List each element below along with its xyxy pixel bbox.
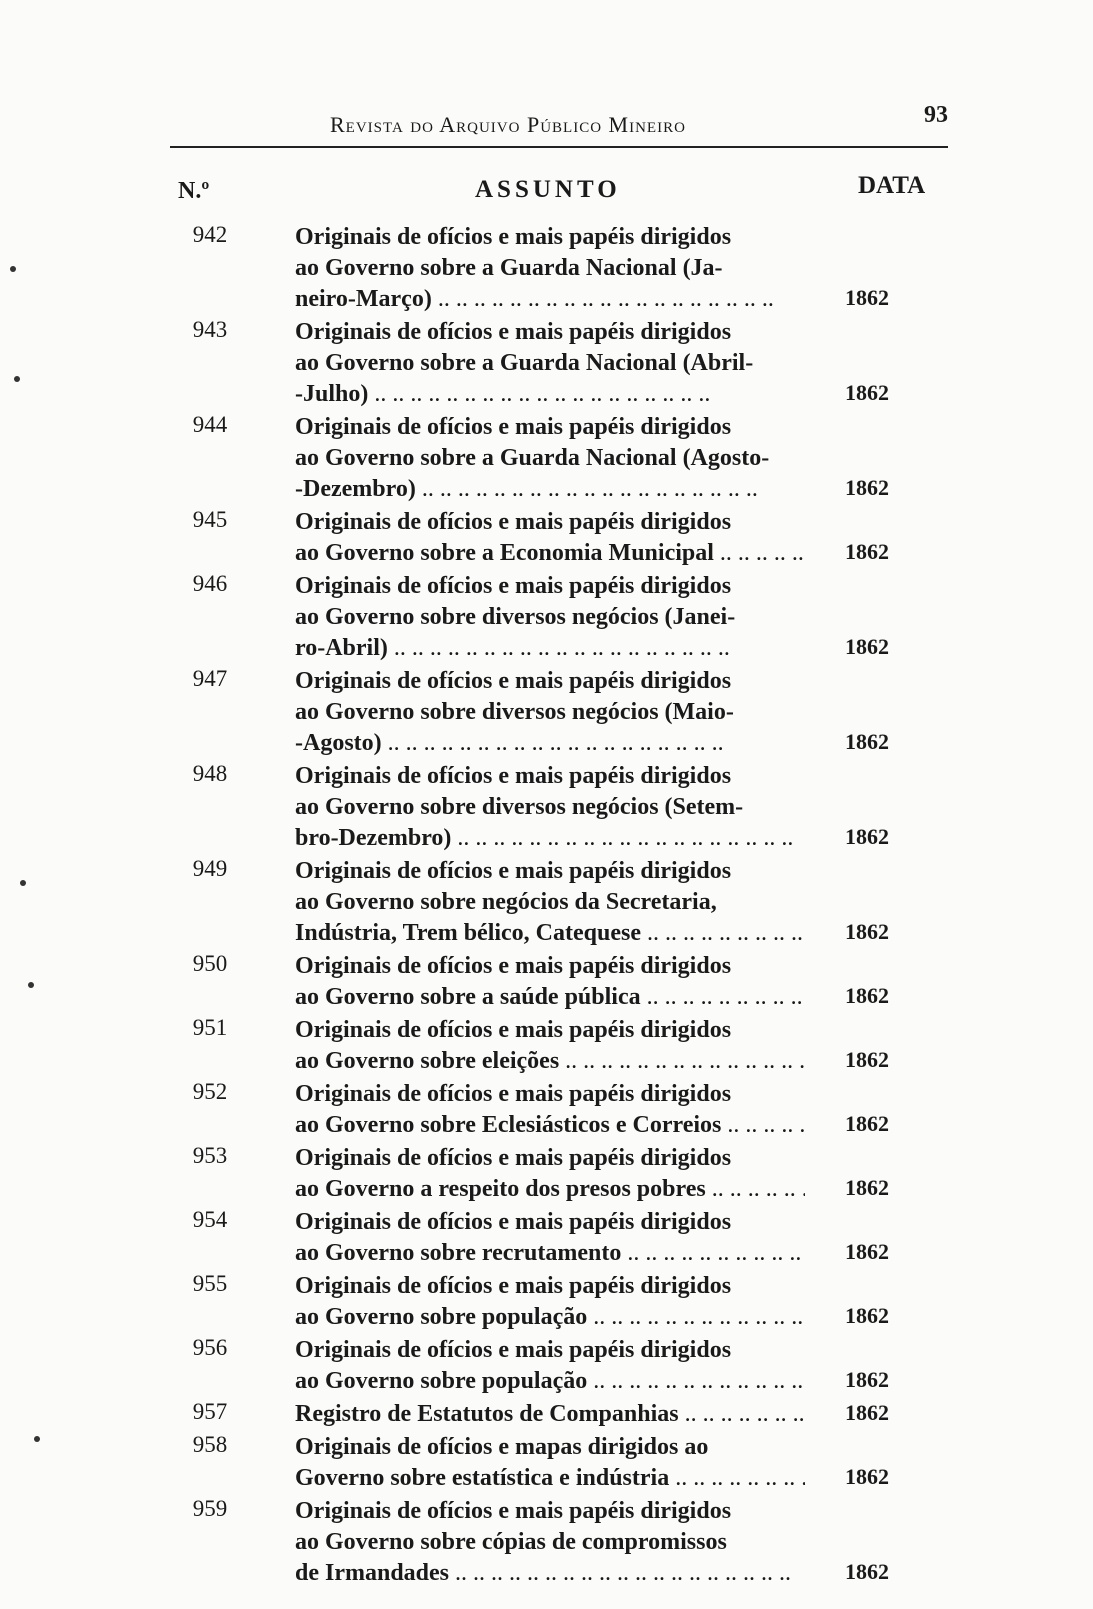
entry-subject-line: Registro de Estatutos de Companhias .. .. [295,1399,805,1430]
entry-number: 956 [192,1335,228,1360]
list-item [180,1399,940,1430]
entry-number: 944 [192,412,228,437]
entry-subject [295,222,805,315]
entry-number: 948 [192,761,228,786]
scan-speck [14,376,20,382]
entry-number: 957 [192,1399,228,1424]
list-item [180,1079,940,1141]
date-column-header: DATA [858,172,926,199]
entry-subject [295,1432,805,1494]
list-item [180,1143,940,1205]
entry-date: 1862 [845,919,889,944]
entry-subject-line: -Dezembro) .. .. [295,474,805,505]
entry-subject-line: Originais de ofícios e mapas dirigidos ao [295,1434,709,1460]
entry-subject-line: ao Governo sobre a Guarda Nacional (Abril- [295,350,754,376]
entry-subject-line: ao Governo sobre diversos negócios (Janei- [295,604,736,630]
entry-subject-line: Originais de ofícios e mais papéis dirigidos [295,319,732,345]
entry-subject [295,1079,805,1141]
entry-date: 1862 [845,380,889,405]
entry-number: 958 [192,1432,228,1457]
entry-subject [295,1399,805,1430]
entry-subject-line: Originais de ofícios e mais papéis dirigidos [295,573,732,599]
entry-date: 1862 [845,1303,889,1328]
entry-subject-line: ao Governo sobre população .. .. [295,1366,805,1397]
entry-subject [295,1143,805,1205]
entry-subject-line: Originais de ofícios e mais papéis dirigidos [295,763,732,789]
list-item [180,222,940,315]
entry-number: 954 [192,1207,228,1232]
entry-date: 1862 [845,634,889,659]
list-item [180,666,940,759]
running-header [170,100,948,148]
entry-subject-line: Originais de ofícios e mais papéis dirigidos [295,224,732,250]
entry-date: 1862 [845,729,889,754]
entry-subject-line: ao Governo sobre diversos negócios (Setem- [295,794,744,820]
list-item [180,1207,940,1269]
entry-subject-line: ao Governo sobre Eclesiásticos e Correios .. .. [295,1110,805,1141]
entry-date: 1862 [845,1559,889,1584]
entry-list [180,222,940,1591]
entry-subject-line: Governo sobre estatística e indústria .. .. [295,1463,805,1494]
entry-subject [295,507,805,569]
list-item [180,507,940,569]
entry-subject-line: -Agosto) .. .. [295,728,805,759]
entry-subject-line: de Irmandades .. .. [295,1558,805,1589]
list-item [180,317,940,410]
entry-number: 945 [192,507,228,532]
entry-subject-line: Originais de ofícios e mais papéis dirigidos [295,1498,732,1524]
running-title: Revista do Arquivo Público Mineiro [330,112,686,137]
entry-subject-line: ao Governo sobre população .. .. [295,1302,805,1333]
entry-subject-line: Originais de ofícios e mais papéis dirigidos [295,1081,732,1107]
entry-date: 1862 [845,539,889,564]
entry-subject-line: ro-Abril) .. .. [295,633,805,664]
entry-subject-line: ao Governo sobre a Guarda Nacional (Ja- [295,255,723,281]
entry-date: 1862 [845,1239,889,1264]
entry-subject-line: ao Governo sobre negócios da Secretaria, [295,889,717,915]
entry-date: 1862 [845,475,889,500]
list-item [180,1432,940,1494]
entry-subject-line: ao Governo sobre diversos negócios (Maio- [295,699,734,725]
list-item [180,1015,940,1077]
entry-subject-line: ao Governo sobre a Guarda Nacional (Agosto- [295,445,770,471]
entry-date: 1862 [845,824,889,849]
entry-date: 1862 [845,1047,889,1072]
list-item [180,761,940,854]
scan-speck [20,880,26,886]
entry-subject-line: ao Governo sobre eleições .. .. [295,1046,805,1077]
entry-number: 949 [192,856,228,881]
list-item [180,1271,940,1333]
entry-number: 946 [192,571,228,596]
entry-date: 1862 [845,285,889,310]
entry-subject [295,317,805,410]
entry-subject-line: neiro-Março) .. .. [295,284,805,315]
page-number: 93 [924,102,948,128]
entry-subject-line: ao Governo sobre a Economia Municipal .. .. [295,538,805,569]
entry-subject-line: ao Governo sobre cópias de compromissos [295,1529,727,1555]
entry-subject-line: ao Governo sobre recrutamento .. .. [295,1238,805,1269]
entry-number: 950 [192,951,228,976]
entry-subject-line: Indústria, Trem bélico, Catequese .. .. [295,918,805,949]
entry-number: 947 [192,666,228,691]
entry-subject-line: Originais de ofícios e mais papéis dirigidos [295,1017,732,1043]
entry-subject [295,412,805,505]
entry-subject-line: Originais de ofícios e mais papéis dirigidos [295,414,732,440]
entry-number: 951 [192,1015,228,1040]
entry-date: 1862 [845,1464,889,1489]
entry-subject [295,1015,805,1077]
entry-subject-line: ao Governo sobre a saúde pública .. .. [295,982,805,1013]
list-item [180,856,940,949]
entry-subject-line: Originais de ofícios e mais papéis dirigidos [295,858,732,884]
entry-subject [295,1207,805,1269]
list-item [180,951,940,1013]
entry-subject-line: Originais de ofícios e mais papéis dirigidos [295,1337,732,1363]
entry-subject [295,1271,805,1333]
entry-number: 959 [192,1496,228,1521]
entry-subject [295,761,805,854]
entry-date: 1862 [845,1367,889,1392]
entry-subject-line: Originais de ofícios e mais papéis dirigidos [295,668,732,694]
list-item [180,571,940,664]
entry-subject-line: ao Governo a respeito dos presos pobres .. .. [295,1174,805,1205]
entry-subject [295,951,805,1013]
entry-subject-line: Originais de ofícios e mais papéis dirigidos [295,1145,732,1171]
entry-date: 1862 [845,1400,889,1425]
entry-subject [295,666,805,759]
scan-speck [34,1436,40,1442]
entry-number: 943 [192,317,228,342]
subject-column-header: ASSUNTO [475,176,621,203]
scan-speck [28,982,34,988]
entry-subject-line: Originais de ofícios e mais papéis dirigidos [295,509,732,535]
entry-subject [295,1335,805,1397]
entry-subject-line: bro-Dezembro) .. .. [295,823,805,854]
list-item [180,1496,940,1589]
scan-speck [10,266,16,272]
entry-number: 952 [192,1079,228,1104]
entry-subject [295,1496,805,1589]
number-column-header: N.º [178,178,210,204]
entry-date: 1862 [845,1111,889,1136]
entry-subject-line: Originais de ofícios e mais papéis dirigidos [295,953,732,979]
entry-number: 942 [192,222,228,247]
list-item [180,412,940,505]
entry-number: 955 [192,1271,228,1296]
entry-subject-line: Originais de ofícios e mais papéis dirigidos [295,1209,732,1235]
column-headers [170,170,950,210]
entry-subject [295,571,805,664]
entry-subject-line: Originais de ofícios e mais papéis dirigidos [295,1273,732,1299]
entry-date: 1862 [845,983,889,1008]
list-item [180,1335,940,1397]
entry-number: 953 [192,1143,228,1168]
entry-subject-line: -Julho) .. .. [295,379,805,410]
entry-date: 1862 [845,1175,889,1200]
entry-subject [295,856,805,949]
